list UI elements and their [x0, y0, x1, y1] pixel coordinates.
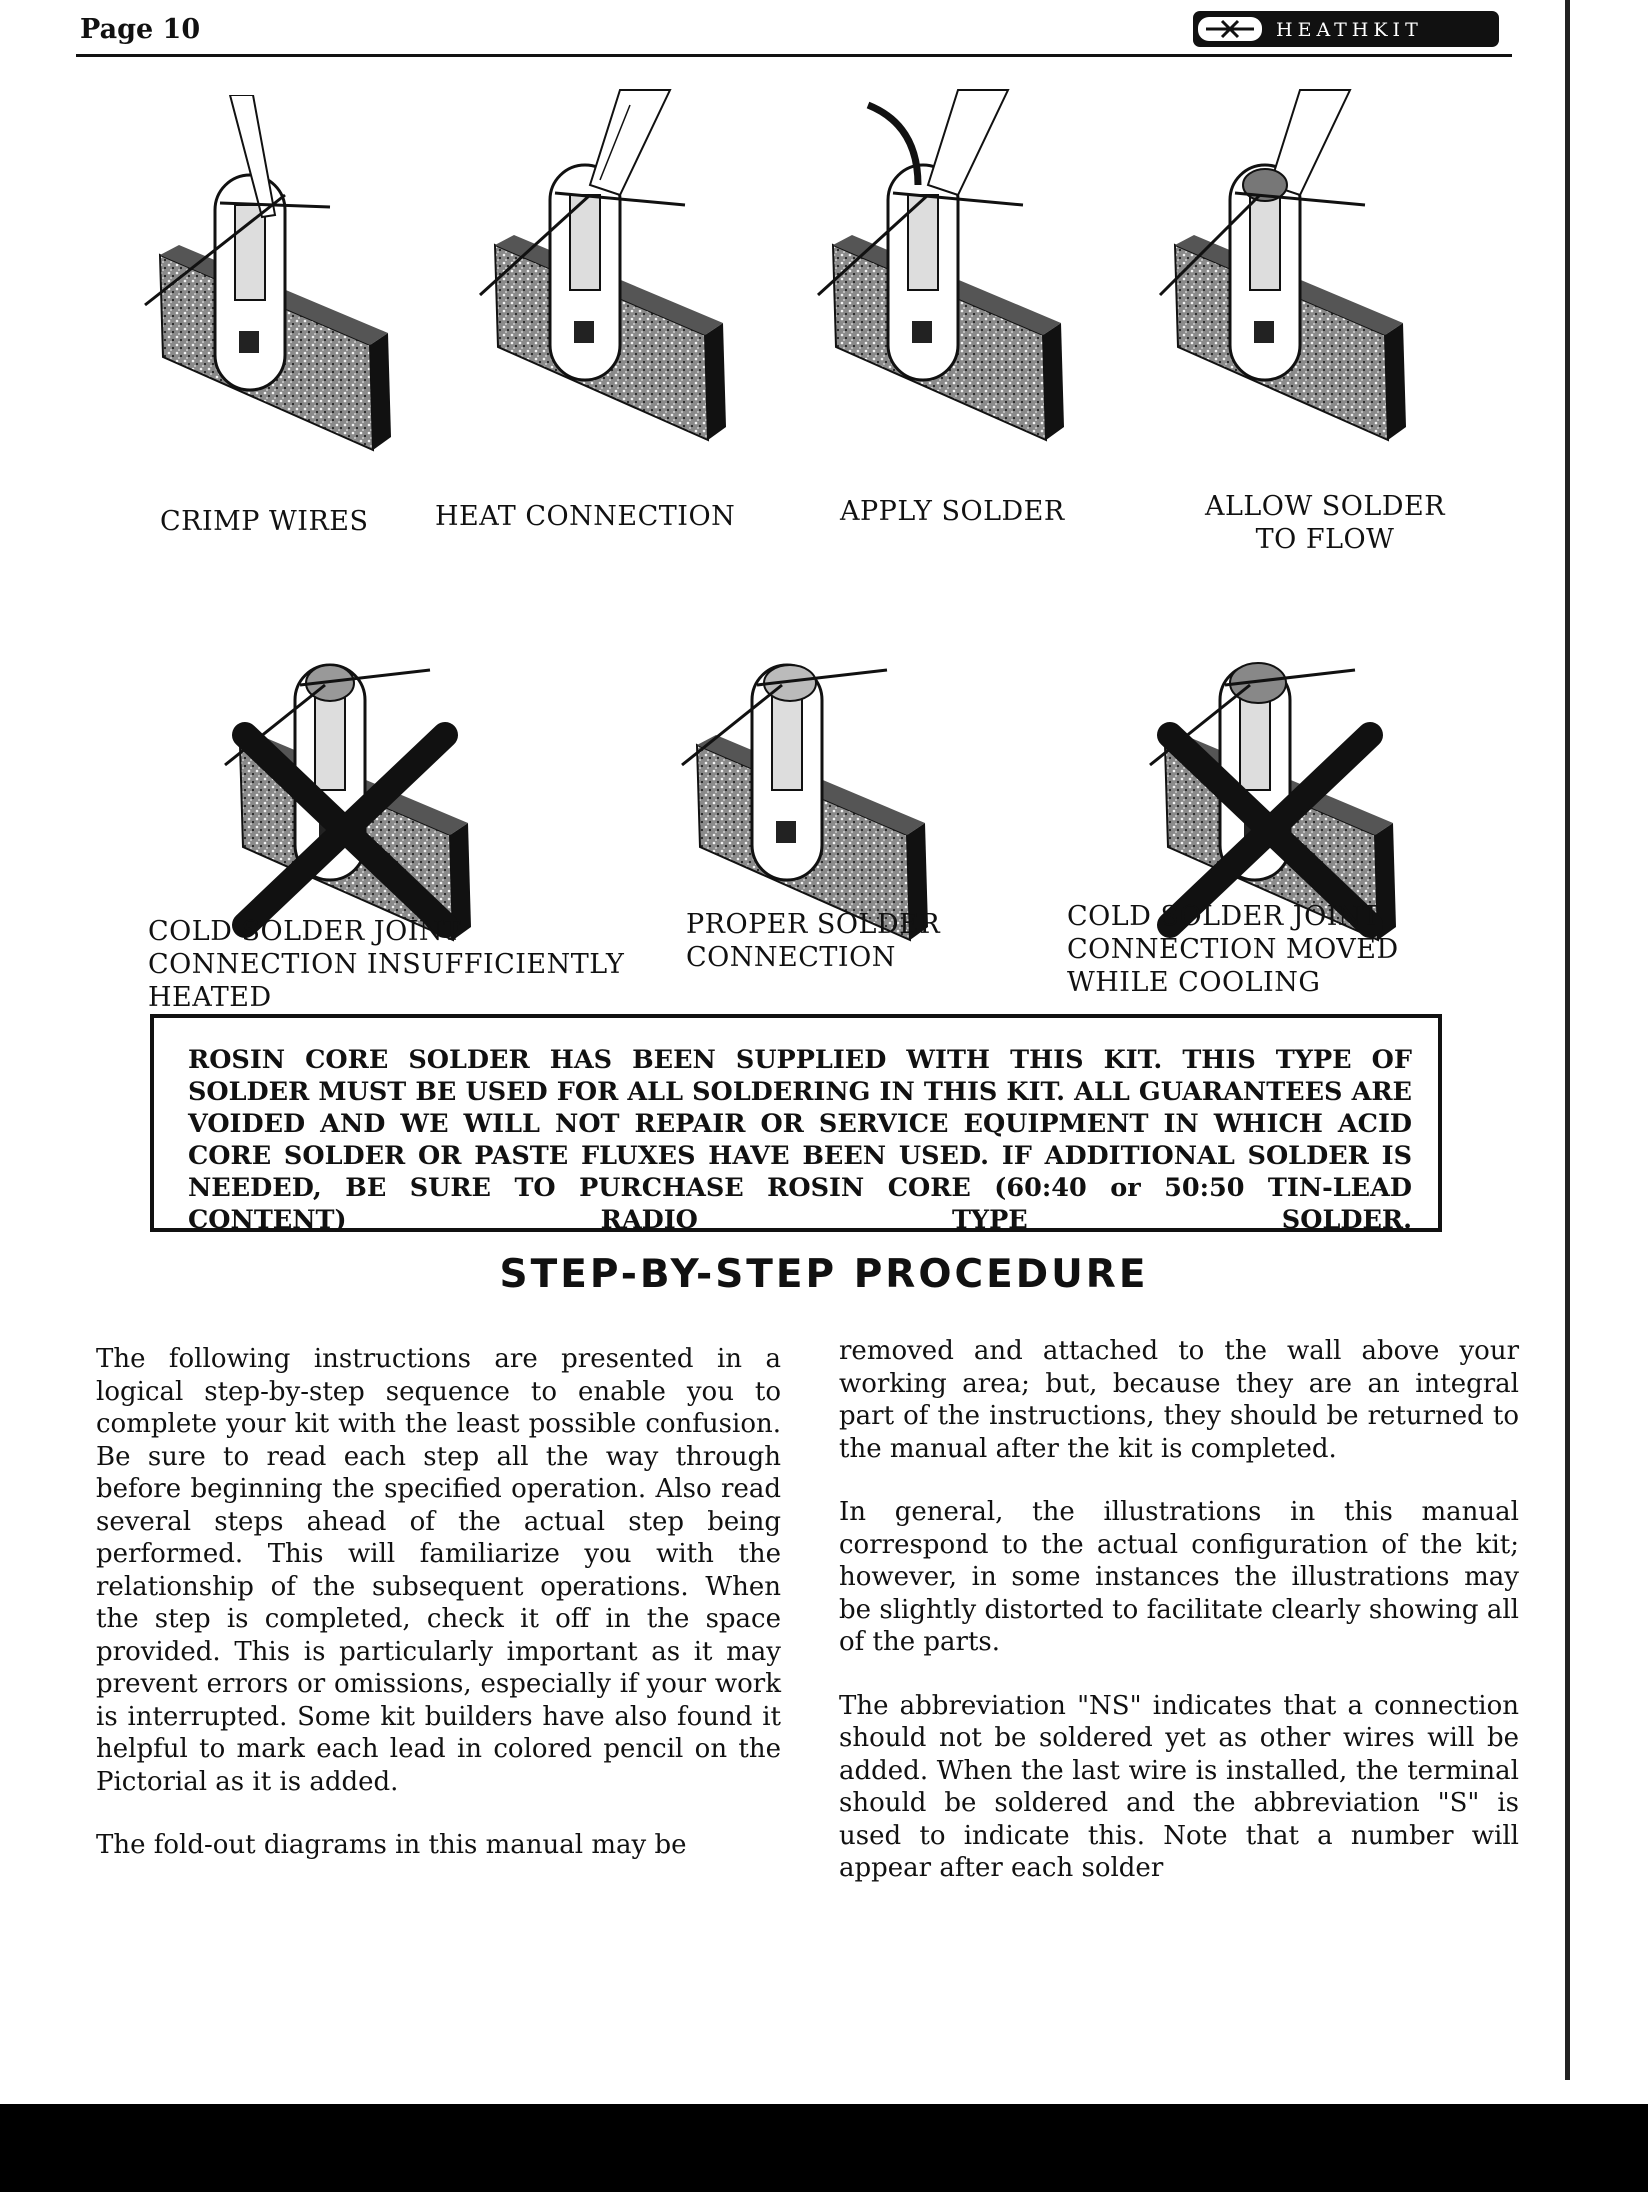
figure-cold-joint-insufficient-heat: [215, 585, 475, 955]
figure-heat-connection: [470, 85, 730, 475]
logo-text: HEATHKIT: [1276, 19, 1423, 41]
figure-apply-solder: [808, 85, 1068, 475]
solder-warning-box: [150, 1014, 1442, 1235]
section-title: STEP-BY-STEP PROCEDURE: [499, 1252, 1149, 1297]
paragraph: The following instructions are presented in a logical step-by-step sequence to enable you to complete your kit with the least possible confusion. Be sure to read each step all the way through before beginning the specified operation. Also read several steps ahead of the actual step being performed. This will familiarize you with the relationship of the subsequent operations. When the step is completed, check it off in the space provided. This is particularly important as it may prevent errors or omissions, especially if your work is interrupted. Some kit builders have also found it helpful to mark each lead in colored pencil on the Pictorial as it is added.: [96, 1344, 781, 1797]
left-column: [96, 1343, 781, 1893]
figure-proper-solder-connection: [672, 585, 932, 955]
caption-heat-connection: HEAT CONNECTION: [435, 501, 736, 532]
paragraph: The abbreviation "NS" indicates that a connection should not be soldered yet as other wires will be added. When the last wire is installed, the terminal should be soldered and the abbreviation "S" is used to indicate this. Note that a number will appear after each solder: [839, 1690, 1519, 1883]
header-rule: [76, 54, 1512, 57]
figure-allow-solder-to-flow: [1150, 85, 1410, 475]
paragraph: The fold-out diagrams in this manual may be: [96, 1830, 687, 1860]
caption-cold-joint-moved-cooling: COLD SOLDER JOINT CONNECTION MOVED WHILE COOLING: [1067, 901, 1399, 998]
caption-allow-solder-to-flow: ALLOW SOLDER TO FLOW: [1204, 491, 1446, 555]
page-number: Page 10: [80, 14, 201, 45]
paragraph: In general, the illustrations in this manual correspond to the actual configuration of the kit; however, in some instances the illustrations may be slightly distorted to facilitate clearly showing all of the parts.: [839, 1497, 1519, 1657]
heathkit-logo: [1192, 10, 1500, 48]
caption-cold-joint-insufficient-heat: COLD SOLDER JOINT CONNECTION INSUFFICIENTLY HEATED: [148, 916, 625, 1013]
right-column: [839, 1335, 1519, 1916]
caption-proper-solder-connection: PROPER SOLDER CONNECTION: [686, 909, 941, 973]
scan-bottom-edge: [0, 2104, 1648, 2192]
caption-crimp-wires: CRIMP WIRES: [160, 506, 369, 537]
page-edge-bar: [1565, 0, 1570, 2080]
solder-warning-text: ROSIN CORE SOLDER HAS BEEN SUPPLIED WITH THIS KIT. THIS TYPE OF SOLDER MUST BE USED FOR ALL SOLDERING IN THIS KIT. ALL GUARANTEES ARE VOIDED AND WE WILL NOT REPAIR OR SERVICE EQUIPMENT IN WHICH ACID CORE SOLDER OR PASTE FLUXES HAVE BEEN USED. IF ADDITIONAL SOLDER IS NEEDED, BE SURE TO PURCHASE ROSIN CORE (60:40 or 50:50 TIN-LEAD CONTENT) RADIO TYPE SOLDER.: [188, 1045, 1412, 1235]
figure-crimp-wires: [135, 95, 395, 475]
paragraph: removed and attached to the wall above your working area; but, because they are an integral part of the instructions, they should be returned to the manual after the kit is completed.: [839, 1336, 1519, 1464]
caption-apply-solder: APPLY SOLDER: [840, 496, 1065, 527]
